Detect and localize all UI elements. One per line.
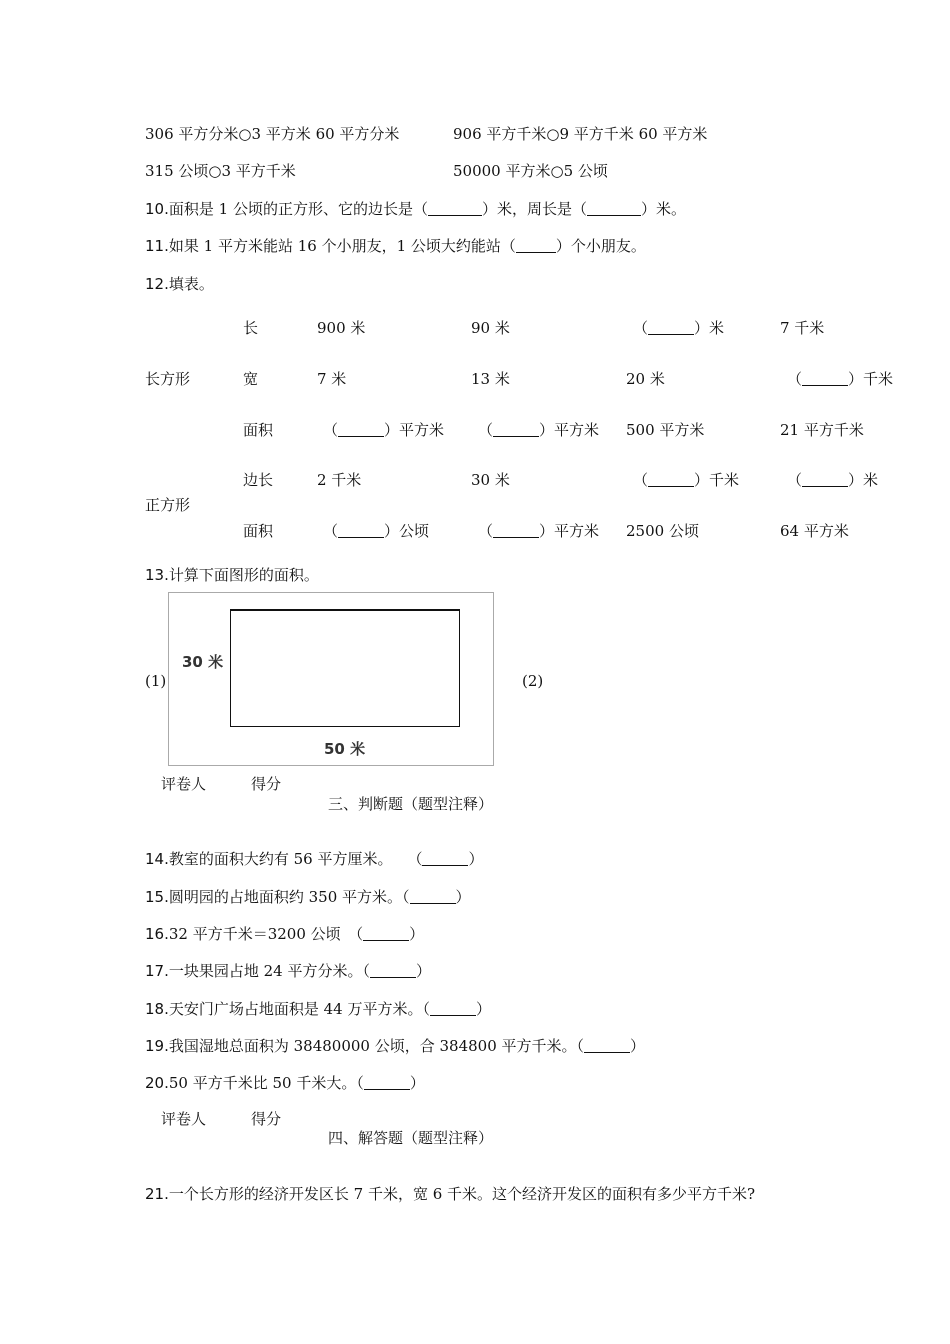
answer-blank[interactable] — [410, 889, 456, 904]
grader-label: 评卷人 — [161, 1110, 207, 1128]
table-cell: 7 米 — [317, 370, 347, 388]
table-cell — [787, 369, 893, 389]
answer-blank[interactable] — [802, 371, 848, 386]
section-title: 三、判断题（题型注释） — [328, 795, 494, 813]
paren: ） — [630, 1037, 646, 1055]
table-row-label: 边长 — [243, 471, 274, 489]
table-cell — [787, 470, 878, 490]
question-21 — [145, 1184, 755, 1204]
paren: ） — [409, 925, 425, 943]
table-cell: 90 米 — [471, 319, 510, 337]
table-cell — [633, 318, 724, 338]
answer-blank[interactable] — [584, 1038, 630, 1053]
table-cell: 64 平方米 — [780, 522, 849, 540]
question-number: 18. — [145, 1000, 169, 1018]
answer-blank[interactable] — [370, 963, 416, 978]
table-row-label: 面积 — [243, 421, 274, 439]
question-text: 如果 1 平方米能站 16 个小朋友，1 公顷大约能站（ — [168, 237, 516, 255]
paren: （ — [478, 522, 494, 540]
table-cell: 2 千米 — [317, 471, 362, 489]
unit: ）平方米 — [539, 421, 600, 439]
question-number: 17. — [145, 962, 169, 980]
question-text: ）米，周长是（ — [481, 200, 587, 218]
table-cell: 20 米 — [626, 370, 665, 388]
answer-blank[interactable] — [430, 1001, 476, 1016]
paren: ） — [415, 962, 431, 980]
part-label-2: (2) — [522, 672, 544, 690]
part-label-1: (1) — [145, 672, 167, 690]
unit: ）公顷 — [384, 522, 430, 540]
question-12 — [145, 274, 214, 294]
unit: ）米 — [848, 471, 879, 489]
paren: ） — [468, 850, 484, 868]
question-number: 15. — [145, 888, 169, 906]
question-number: 12. — [145, 275, 169, 293]
table-cell: 500 平方米 — [626, 421, 705, 439]
question-text: 教室的面积大约有 56 平方厘米。 （ — [168, 850, 423, 868]
compare-item-2: 906 平方千米○9 平方千米 60 平方米 — [453, 125, 708, 143]
table-cell — [478, 521, 599, 541]
table-cell: 13 米 — [471, 370, 510, 388]
answer-blank[interactable] — [648, 472, 694, 487]
width-label: 50 米 — [324, 740, 366, 758]
paren: ） — [475, 1000, 491, 1018]
paren: （ — [323, 522, 339, 540]
table-cell — [323, 420, 444, 440]
answer-blank[interactable] — [422, 851, 468, 866]
question-19 — [145, 1036, 645, 1056]
answer-blank[interactable] — [648, 320, 694, 335]
paren: （ — [633, 471, 649, 489]
answer-blank[interactable] — [363, 926, 409, 941]
answer-blank[interactable] — [338, 422, 384, 437]
question-16 — [145, 924, 424, 944]
unit: ）平方米 — [539, 522, 600, 540]
answer-blank[interactable] — [516, 238, 556, 253]
answer-blank[interactable] — [493, 523, 539, 538]
question-13 — [145, 565, 319, 585]
question-15 — [145, 887, 471, 907]
answer-blank[interactable] — [493, 422, 539, 437]
paren: （ — [787, 471, 803, 489]
question-20 — [145, 1073, 425, 1093]
question-text: 天安门广场占地面积是 44 万平方米。（ — [168, 1000, 430, 1018]
table-row-label: 宽 — [243, 370, 259, 388]
paren: （ — [478, 421, 494, 439]
question-text: ）个小朋友。 — [555, 237, 646, 255]
question-text: 计算下面图形的面积。 — [168, 566, 319, 584]
table-cell: 7 千米 — [780, 319, 825, 337]
question-10 — [145, 199, 686, 219]
score-label: 得分 — [251, 1110, 282, 1128]
compare-item-3: 315 公顷○3 平方千米 — [145, 162, 296, 180]
grader-label: 评卷人 — [161, 775, 207, 793]
section-title: 四、解答题（题型注释） — [328, 1129, 494, 1147]
paren: ） — [409, 1074, 425, 1092]
question-text: 圆明园的占地面积约 350 平方米。（ — [168, 888, 410, 906]
table-group-rectangle: 长方形 — [145, 370, 191, 388]
table-cell: 30 米 — [471, 471, 510, 489]
question-number: 13. — [145, 566, 169, 584]
table-cell: 2500 公顷 — [626, 522, 699, 540]
table-cell — [633, 470, 739, 490]
question-number: 19. — [145, 1037, 169, 1055]
question-text: 我国湿地总面积为 38480000 公顷，合 384800 平方千米。（ — [168, 1037, 585, 1055]
table-cell — [323, 521, 429, 541]
table-cell: 21 平方千米 — [780, 421, 864, 439]
answer-blank[interactable] — [587, 201, 641, 216]
answer-blank[interactable] — [428, 201, 482, 216]
answer-blank[interactable] — [364, 1075, 410, 1090]
rectangle-figure — [230, 609, 460, 727]
table-row-label: 面积 — [243, 522, 274, 540]
question-text: 一个长方形的经济开发区长 7 千米，宽 6 千米。这个经济开发区的面积有多少平方千米? — [168, 1185, 756, 1203]
table-row-label: 长 — [243, 319, 259, 337]
score-label: 得分 — [251, 775, 282, 793]
question-number: 20. — [145, 1074, 169, 1092]
question-18 — [145, 999, 491, 1019]
answer-blank[interactable] — [802, 472, 848, 487]
compare-item-4: 50000 平方米○5 公顷 — [453, 162, 608, 180]
question-11 — [145, 236, 646, 256]
question-number: 21. — [145, 1185, 169, 1203]
question-17 — [145, 961, 431, 981]
unit: ）千米 — [694, 471, 740, 489]
unit: ）平方米 — [384, 421, 445, 439]
unit: ）米 — [694, 319, 725, 337]
question-text: 32 平方千米＝3200 公顷 （ — [168, 925, 364, 943]
question-text: ）米。 — [640, 200, 686, 218]
question-number: 16. — [145, 925, 169, 943]
height-label: 30 米 — [182, 653, 224, 671]
question-number: 10. — [145, 200, 169, 218]
question-text: 填表。 — [168, 275, 214, 293]
table-cell: 900 米 — [317, 319, 366, 337]
question-14 — [145, 849, 484, 869]
answer-blank[interactable] — [338, 523, 384, 538]
question-number: 14. — [145, 850, 169, 868]
paren: （ — [323, 421, 339, 439]
question-text: 面积是 1 公顷的正方形、它的边长是（ — [168, 200, 428, 218]
paren: （ — [633, 319, 649, 337]
question-number: 11. — [145, 237, 169, 255]
question-text: 一块果园占地 24 平方分米。（ — [168, 962, 370, 980]
paren: ） — [455, 888, 471, 906]
paren: （ — [787, 370, 803, 388]
table-group-square: 正方形 — [145, 496, 191, 514]
compare-item-1: 306 平方分米○3 平方米 60 平方分米 — [145, 125, 400, 143]
unit: ）千米 — [848, 370, 894, 388]
question-text: 50 平方千米比 50 千米大。（ — [168, 1074, 364, 1092]
table-cell — [478, 420, 599, 440]
